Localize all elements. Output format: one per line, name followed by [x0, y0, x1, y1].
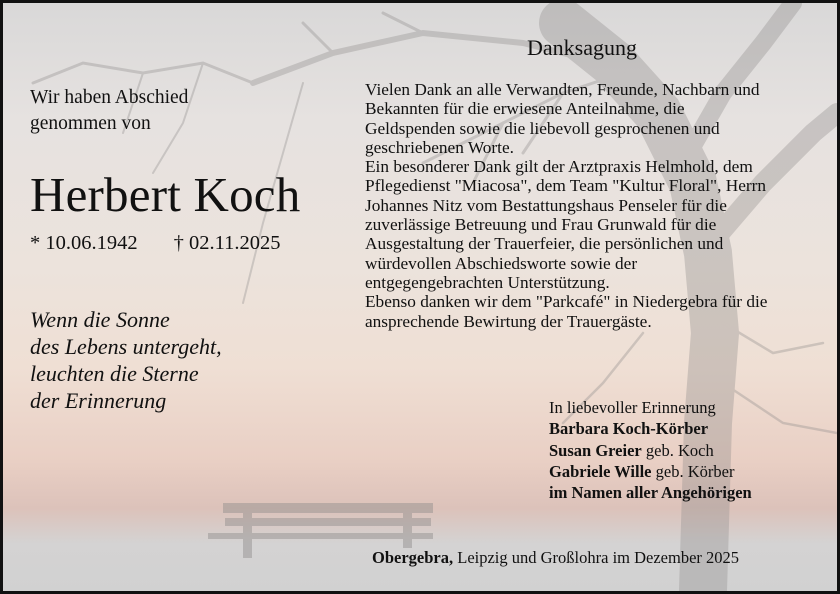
life-dates: [30, 230, 281, 256]
signature-closing: im Namen aller Angehörigen: [549, 483, 752, 503]
birth-date: * 10.06.1942: [30, 232, 138, 254]
thanks-line: entgegengebrachten Unterstützung.: [365, 272, 610, 292]
quote-line: Wenn die Sonne: [30, 307, 170, 332]
thanks-line: Ein besonderer Dank gilt der Arztpraxis Helmhold, dem: [365, 157, 753, 177]
deceased-name: Herbert Koch: [30, 167, 301, 222]
thanks-line: Ausgestaltung der Trauerfeier, die persönlichen und: [365, 234, 724, 254]
death-date: † 02.11.2025: [173, 232, 281, 254]
thanks-line: würdevollen Abschiedsworte sowie der: [365, 253, 638, 273]
mourner: [549, 418, 752, 439]
intro-text: [30, 85, 188, 137]
thanks-line: geschriebenen Worte.: [365, 137, 514, 157]
mourner-suffix: geb. Körber: [651, 461, 735, 481]
memorial-quote: [30, 306, 222, 414]
thanks-line: Ebenso danken wir dem "Parkcafé" in Niedergebra für die: [365, 292, 768, 312]
mourner: [549, 461, 752, 482]
thanks-line: zuverlässige Betreuung und Frau Grunwald für die: [365, 215, 717, 235]
quote-line: leuchten die Sterne: [30, 361, 199, 386]
thanks-line: Bekannten für die erwiesene Anteilnahme, die: [365, 99, 685, 119]
quote-line: der Erinnerung: [30, 388, 167, 413]
thanks-line: Johannes Nitz vom Bestattungshaus Penseler für die: [365, 195, 727, 215]
footer-rest: Leipzig und Großlohra im Dezember 2025: [453, 548, 740, 567]
mourner-name: Barbara Koch-Körber: [549, 419, 709, 439]
mourner-suffix: geb. Koch: [641, 440, 714, 460]
thanks-body: [365, 80, 767, 331]
thanks-line: ansprechende Bewirtung der Trauergäste.: [365, 311, 652, 331]
mourner: [549, 440, 752, 461]
footer-place: Obergebra,: [372, 548, 454, 567]
signature-heading: In liebevoller Erinnerung: [549, 398, 716, 417]
quote-line: des Lebens untergeht,: [30, 334, 222, 359]
intro-line: Wir haben Abschied: [30, 87, 189, 108]
thanks-title: Danksagung: [527, 35, 637, 60]
intro-line: genommen von: [30, 113, 151, 134]
thanks-line: Vielen Dank an alle Verwandten, Freunde, Nachbarn und: [365, 80, 760, 99]
signature-block: [549, 397, 752, 503]
mourner-name: Susan Greier: [549, 440, 642, 460]
thanks-line: Geldspenden sowie die liebevoll gesprochenen und: [365, 118, 720, 138]
footer-place-date: [372, 548, 739, 568]
mourner-name: Gabriele Wille: [549, 461, 652, 481]
thanks-line: Pflegedienst "Miacosa", dem Team "Kultur Floral", Herrn: [365, 176, 767, 196]
